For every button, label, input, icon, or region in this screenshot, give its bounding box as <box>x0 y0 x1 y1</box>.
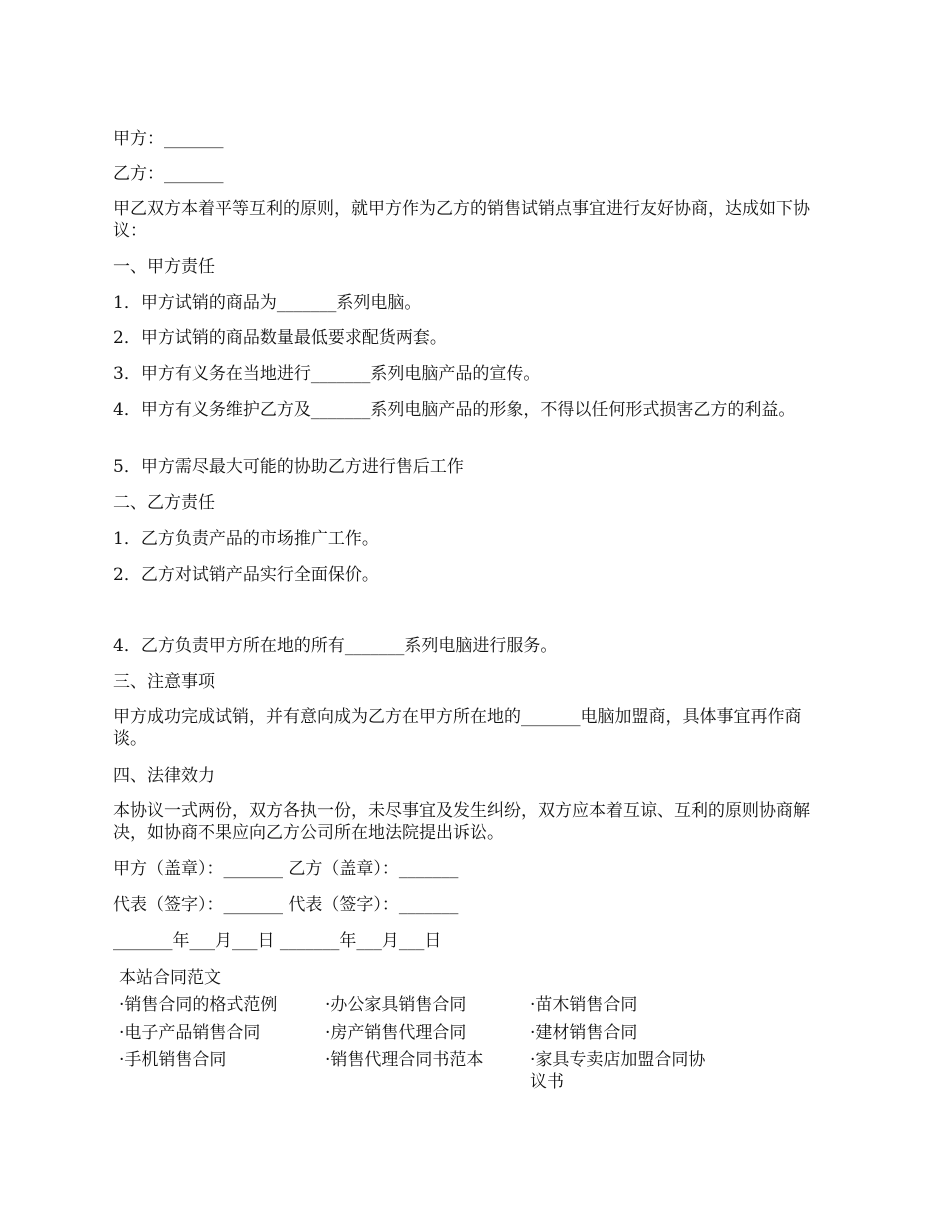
related-link[interactable]: ·房产销售代理合同 <box>325 1023 467 1043</box>
related-link[interactable]: ·家具专卖店加盟合同协议书 <box>530 1050 706 1092</box>
section-heading-notes: 三、注意事项 <box>113 672 215 692</box>
section-heading-party-a: 一、甲方责任 <box>113 257 215 277</box>
section-heading-party-b: 二、乙方责任 <box>113 493 215 513</box>
section-heading-legal-effect: 四、法律效力 <box>113 766 215 786</box>
legal-effect-paragraph: 本协议一式两份，双方各执一份，未尽事宜及发生纠纷，双方应本着互谅、互利的原则协商解决，如协商不果应向乙方公司所在地法院提出诉讼。 <box>113 801 810 843</box>
party-a-clause-5: 5．甲方需尽最大可能的协助乙方进行售后工作 <box>113 457 464 477</box>
related-link[interactable]: ·销售合同的格式范例 <box>119 995 278 1015</box>
intro-paragraph: 甲乙双方本着平等互利的原则，就甲方作为乙方的销售试销点事宜进行友好协商，达成如下协议： <box>113 199 810 241</box>
related-link[interactable]: ·苗木销售合同 <box>530 995 638 1015</box>
party-b-clause-2: 2．乙方对试销产品实行全面保价。 <box>113 565 379 585</box>
party-b-clause-1: 1．乙方负责产品的市场推广工作。 <box>113 529 379 549</box>
party-a-clause-2: 2．甲方试销的商品数量最低要求配货两套。 <box>113 328 447 348</box>
related-link[interactable]: ·电子产品销售合同 <box>119 1023 261 1043</box>
related-link[interactable]: ·销售代理合同书范本 <box>325 1050 484 1070</box>
party-b-clause-4: 4．乙方负责甲方所在地的所有_______系列电脑进行服务。 <box>113 636 558 656</box>
party-a-clause-4: 4．甲方有义务维护乙方及_______系列电脑产品的形象，不得以任何形式损害乙方的利益。 <box>113 400 796 420</box>
party-b-line: 乙方：_______ <box>113 164 224 184</box>
signature-line: 代表（签字）：_______ 代表（签字）：_______ <box>113 895 459 915</box>
party-a-line: 甲方：_______ <box>113 129 224 149</box>
party-a-clause-3: 3．甲方有义务在当地进行_______系列电脑产品的宣传。 <box>113 364 541 384</box>
party-a-clause-1: 1．甲方试销的商品为_______系列电脑。 <box>113 293 422 313</box>
related-contracts-title: 本站合同范文 <box>119 968 221 988</box>
related-link[interactable]: ·建材销售合同 <box>530 1023 638 1043</box>
related-link[interactable]: ·办公家具销售合同 <box>325 995 467 1015</box>
related-link[interactable]: ·手机销售合同 <box>119 1050 227 1070</box>
seal-line: 甲方（盖章）：_______ 乙方（盖章）：_______ <box>113 859 459 879</box>
notes-paragraph: 甲方成功完成试销，并有意向成为乙方在甲方所在地的_______电脑加盟商，具体事宜再作商谈。 <box>113 707 802 749</box>
date-line: _______年___月___日 _______年___月___日 <box>113 931 442 951</box>
